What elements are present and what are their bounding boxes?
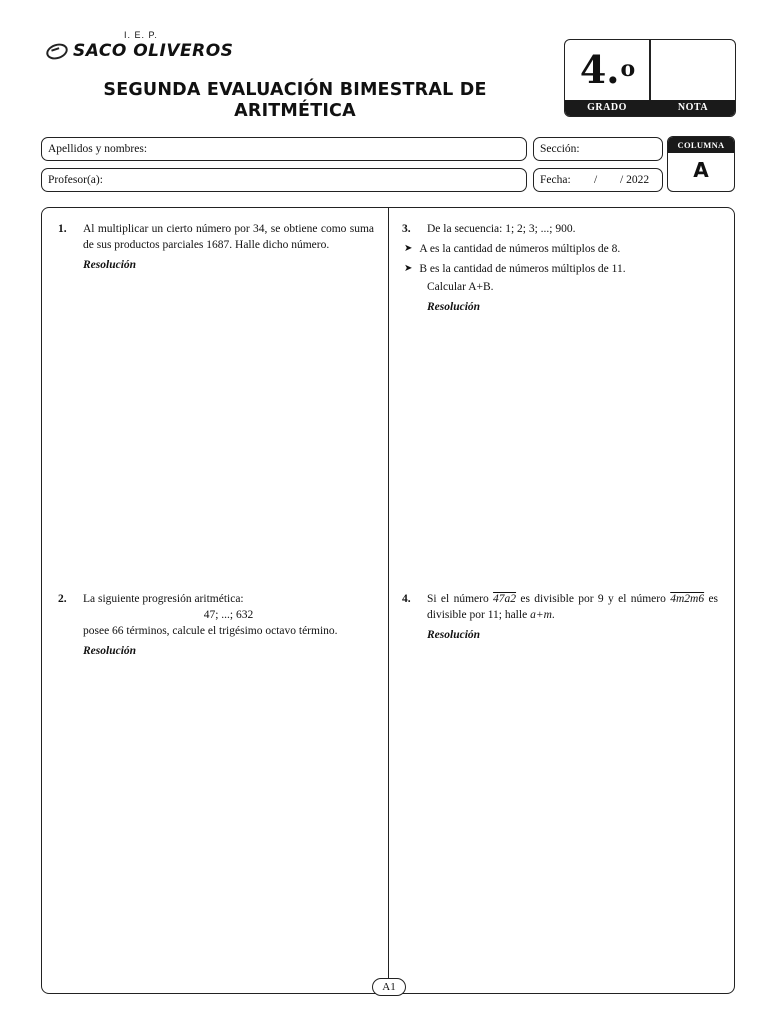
question-line: posee 66 términos, calcule el trigésimo octavo término. (83, 625, 338, 637)
column-divider (388, 207, 389, 987)
date-separator: / (594, 174, 598, 186)
saco-oliveros-logo-icon (44, 40, 70, 61)
arrowhead-bullet-icon: ➤ (404, 243, 413, 254)
question-line: Calcular A+B. (427, 281, 494, 293)
grade-label: GRADO (587, 102, 627, 113)
grade-box (564, 39, 736, 117)
number-4m2m6: 4m2m6 (670, 593, 705, 605)
question-text: Si el número 47a2 es divisible por 9 y el número 4m2m6 es divisible por 11; halle a+m. (427, 593, 719, 621)
question-4 (402, 591, 718, 643)
section-label: Sección: (540, 143, 580, 155)
bullet-item: ➤ A es la cantidad de números múltiplos de 8. (404, 243, 621, 255)
arrowhead-bullet-icon: ➤ (404, 263, 413, 274)
question-text: Al multiplicar un cierto número por 34, se obtiene como suma de sus productos parciales 1687. Halle dicho número. (83, 223, 374, 251)
question-number: 3. (402, 223, 411, 235)
question-line: De la secuencia: 1; 2; 3; ...; 900. (427, 223, 576, 235)
column-label: COLUMNA (668, 137, 734, 153)
column-value: A (693, 158, 709, 182)
question-number: 1. (58, 223, 67, 235)
resolution-label: Resolución (83, 259, 137, 271)
resolution-label: Resolución (83, 645, 137, 657)
brand-name: SACO OLIVEROS (73, 41, 234, 61)
section-field[interactable] (533, 137, 663, 161)
date-year: / 2022 (620, 174, 650, 186)
question-2 (58, 591, 374, 659)
bullet-item: ➤ B es la cantidad de números múltiplos de 11. (404, 263, 626, 275)
question-3 (402, 221, 718, 315)
name-field[interactable] (41, 137, 527, 161)
date-label: Fecha: (540, 174, 571, 186)
iep-label: I. E. P. (124, 30, 158, 40)
question-number: 2. (58, 593, 67, 605)
resolution-label: Resolución (427, 629, 481, 641)
question-line: La siguiente progresión aritmética: (83, 593, 244, 605)
sequence: 47; ...; 632 (203, 609, 254, 621)
number-47a2: 47a2 (493, 593, 517, 605)
column-box (667, 136, 735, 192)
nota-field[interactable] (651, 40, 735, 98)
page-tag: A1 (372, 978, 406, 996)
exam-title: SEGUNDA EVALUACIÓN BIMESTRAL DE ARITMÉTICA (103, 80, 487, 121)
grade-value: 4. o (579, 46, 636, 92)
name-label: Apellidos y nombres: (48, 143, 148, 155)
nota-label: NOTA (677, 102, 709, 113)
brand-logo (46, 40, 233, 62)
resolution-label: Resolución (427, 301, 481, 313)
question-number: 4. (402, 593, 411, 605)
teacher-field[interactable] (41, 168, 527, 192)
teacher-label: Profesor(a): (48, 174, 103, 186)
question-1 (58, 221, 374, 273)
date-field[interactable] (533, 168, 663, 192)
